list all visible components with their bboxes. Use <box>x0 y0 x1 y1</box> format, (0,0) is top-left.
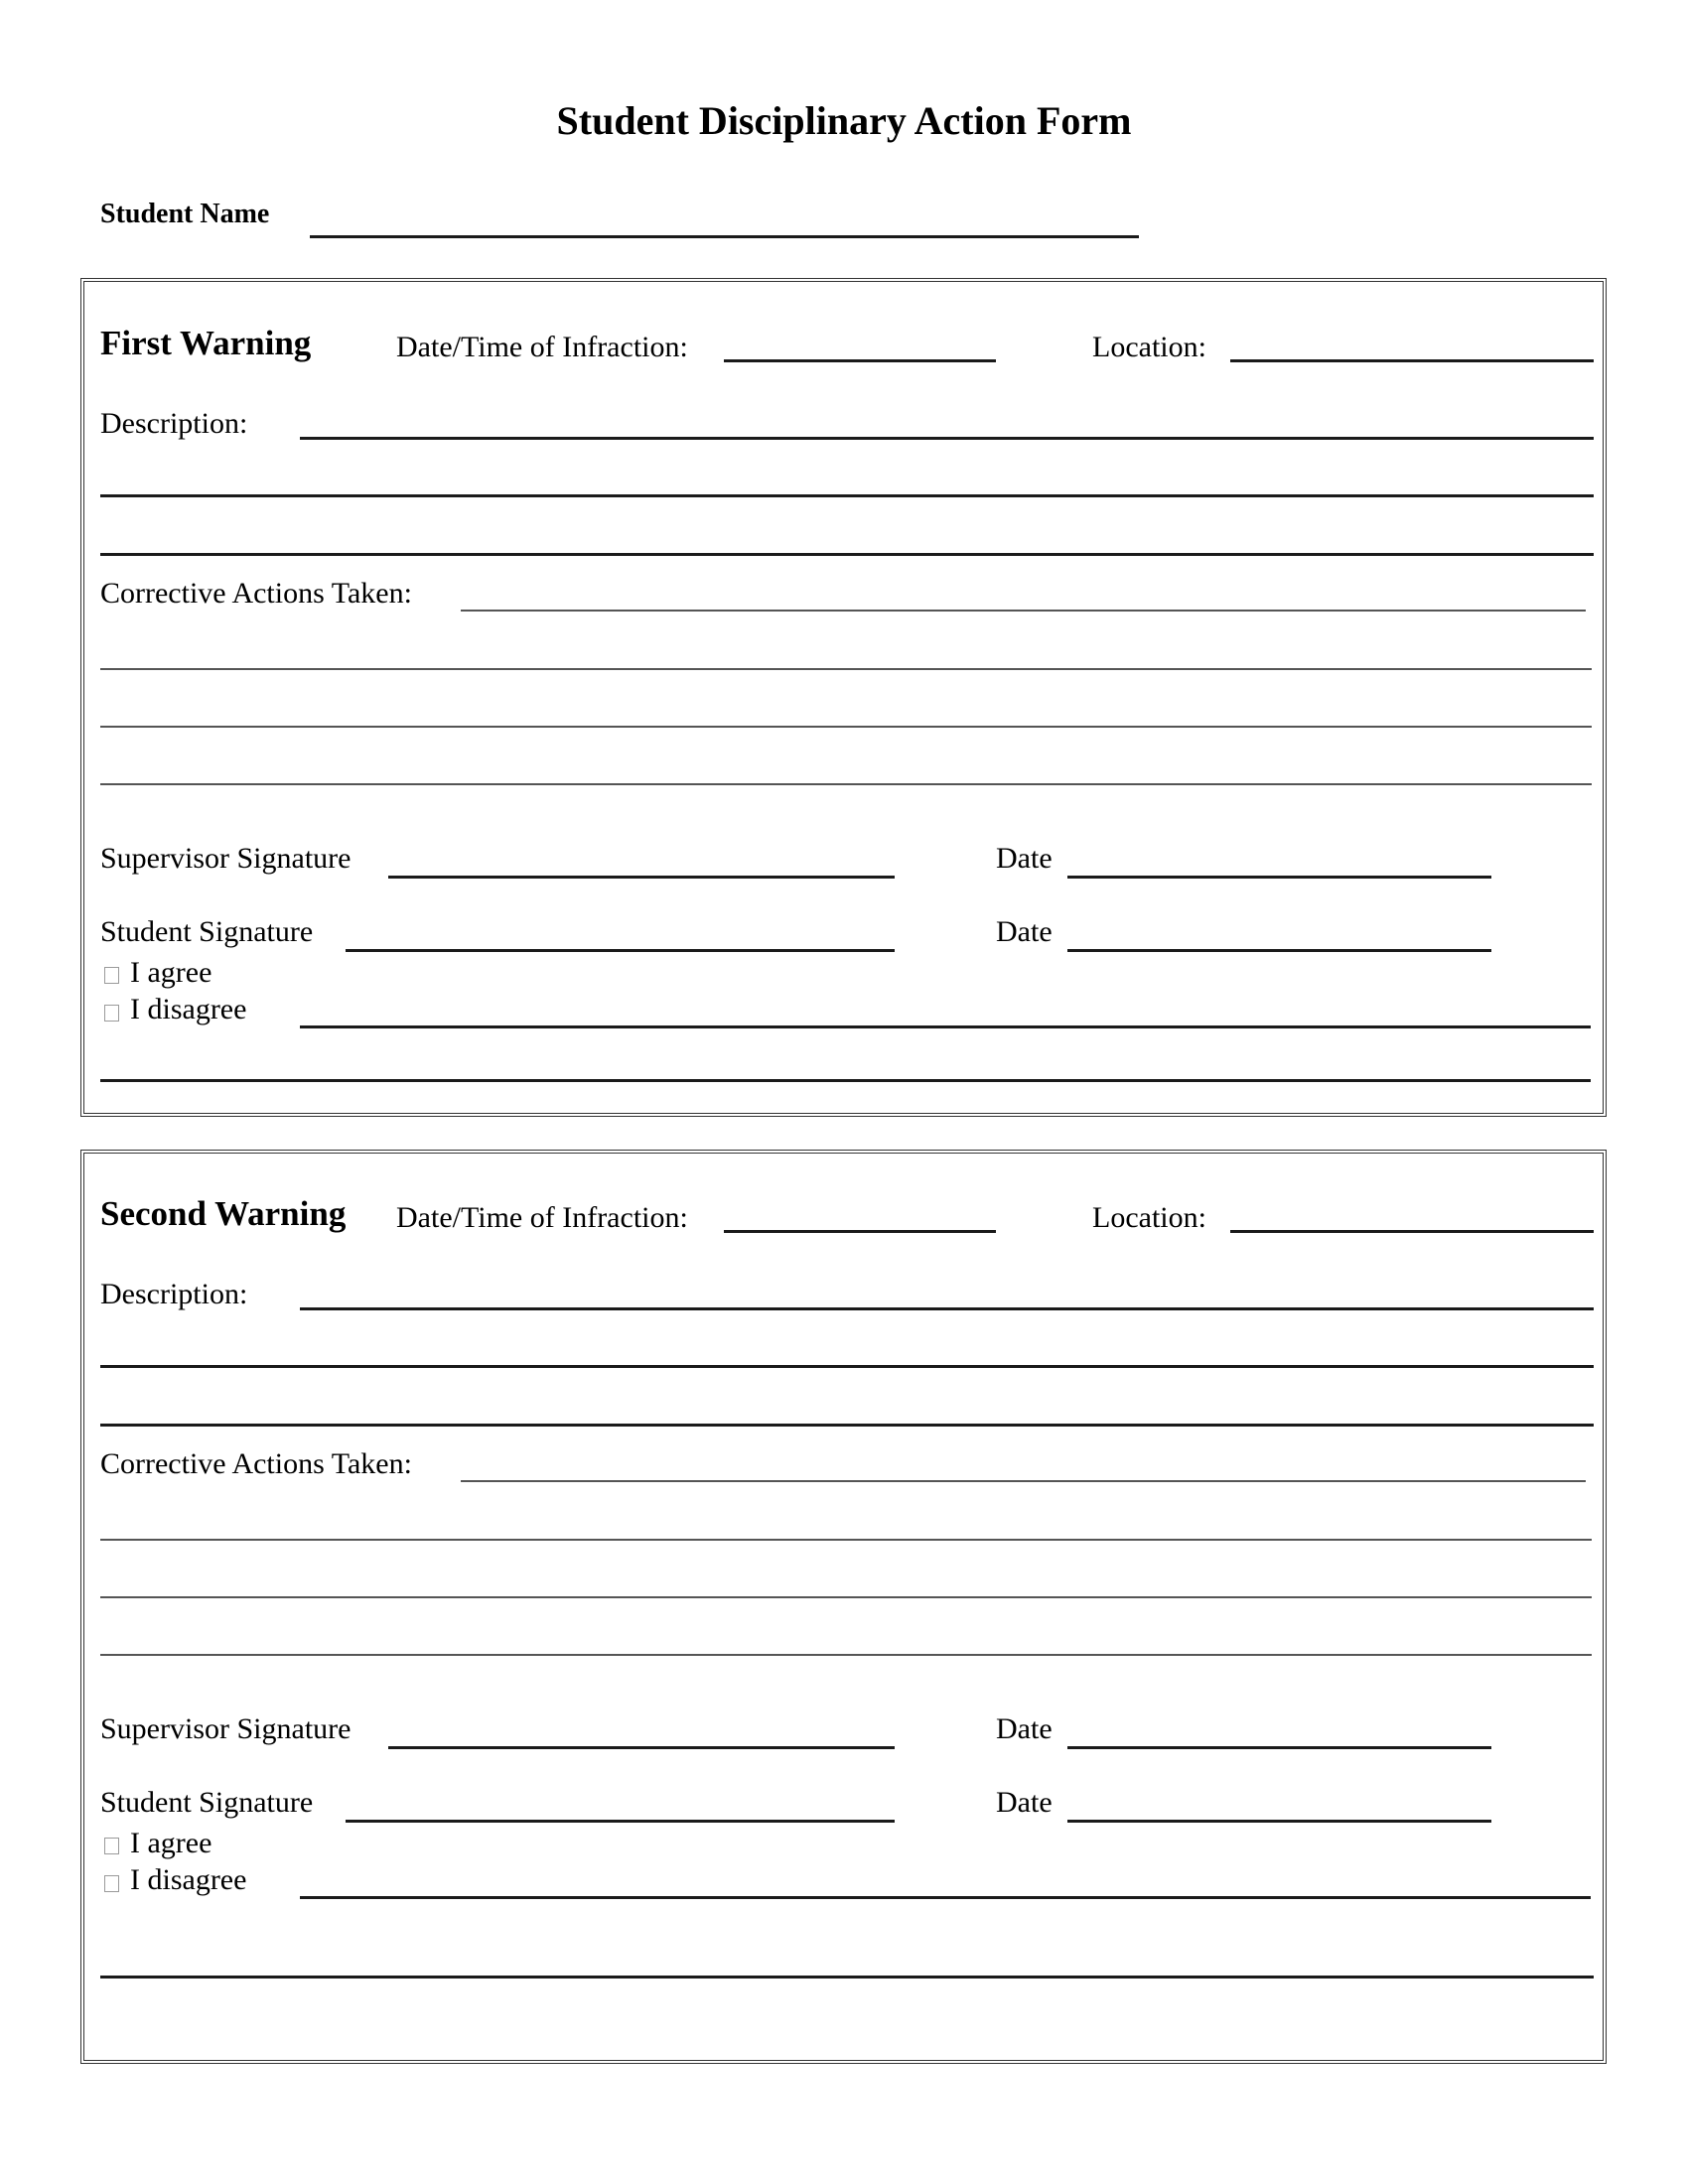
agree-label: I agree <box>130 956 212 989</box>
description-line-1[interactable] <box>300 1307 1594 1310</box>
corrective-line-1[interactable] <box>461 610 1586 612</box>
student-name-label: Student Name <box>100 199 270 229</box>
section-heading: First Warning <box>100 324 312 362</box>
student-date-field[interactable] <box>1067 949 1491 952</box>
corrective-line-3[interactable] <box>100 726 1592 728</box>
section-heading: Second Warning <box>100 1194 347 1233</box>
agree-checkbox[interactable] <box>104 967 119 984</box>
disagree-comment-line-1[interactable] <box>300 1025 1591 1028</box>
student-name-field[interactable] <box>310 235 1139 238</box>
disagree-checkbox[interactable] <box>104 1875 119 1892</box>
student-date-label: Date <box>996 1786 1053 1819</box>
student-signature-label: Student Signature <box>100 1786 314 1819</box>
location-label: Location: <box>1092 331 1206 363</box>
description-label: Description: <box>100 407 248 440</box>
supervisor-signature-label: Supervisor Signature <box>100 1712 352 1745</box>
corrective-line-2[interactable] <box>100 1539 1592 1541</box>
supervisor-signature-field[interactable] <box>388 876 895 879</box>
disagree-comment-line-2[interactable] <box>100 1079 1591 1082</box>
corrective-line-4[interactable] <box>100 783 1592 785</box>
corrective-actions-label: Corrective Actions Taken: <box>100 1447 412 1480</box>
location-field[interactable] <box>1230 1230 1594 1233</box>
student-signature-field[interactable] <box>346 1820 895 1823</box>
date-time-field[interactable] <box>724 1230 996 1233</box>
description-line-2[interactable] <box>100 1365 1594 1368</box>
student-signature-label: Student Signature <box>100 915 314 948</box>
supervisor-date-field[interactable] <box>1067 1746 1491 1749</box>
disagree-checkbox[interactable] <box>104 1005 119 1022</box>
location-field[interactable] <box>1230 359 1594 362</box>
description-line-1[interactable] <box>300 437 1594 440</box>
disagree-label: I disagree <box>130 993 247 1025</box>
form-title: Student Disciplinary Action Form <box>556 98 1132 143</box>
student-signature-field[interactable] <box>346 949 895 952</box>
corrective-line-2[interactable] <box>100 668 1592 670</box>
description-line-3[interactable] <box>100 1424 1594 1427</box>
disagree-comment-line-1[interactable] <box>300 1896 1591 1899</box>
agree-label: I agree <box>130 1827 212 1859</box>
first-warning-section <box>80 278 1607 1117</box>
date-time-label: Date/Time of Infraction: <box>396 331 688 363</box>
agree-checkbox[interactable] <box>104 1838 119 1854</box>
second-warning-section <box>80 1150 1607 2064</box>
description-line-3[interactable] <box>100 553 1594 556</box>
corrective-line-3[interactable] <box>100 1596 1592 1598</box>
description-line-2[interactable] <box>100 494 1594 497</box>
description-label: Description: <box>100 1278 248 1310</box>
supervisor-signature-label: Supervisor Signature <box>100 842 352 875</box>
date-time-label: Date/Time of Infraction: <box>396 1201 688 1234</box>
disagree-comment-line-2[interactable] <box>100 1976 1594 1979</box>
supervisor-date-label: Date <box>996 1712 1053 1745</box>
location-label: Location: <box>1092 1201 1206 1234</box>
supervisor-signature-field[interactable] <box>388 1746 895 1749</box>
corrective-line-1[interactable] <box>461 1480 1586 1482</box>
corrective-line-4[interactable] <box>100 1654 1592 1656</box>
supervisor-date-field[interactable] <box>1067 876 1491 879</box>
corrective-actions-label: Corrective Actions Taken: <box>100 577 412 610</box>
disagree-label: I disagree <box>130 1863 247 1896</box>
student-date-label: Date <box>996 915 1053 948</box>
date-time-field[interactable] <box>724 359 996 362</box>
supervisor-date-label: Date <box>996 842 1053 875</box>
student-date-field[interactable] <box>1067 1820 1491 1823</box>
